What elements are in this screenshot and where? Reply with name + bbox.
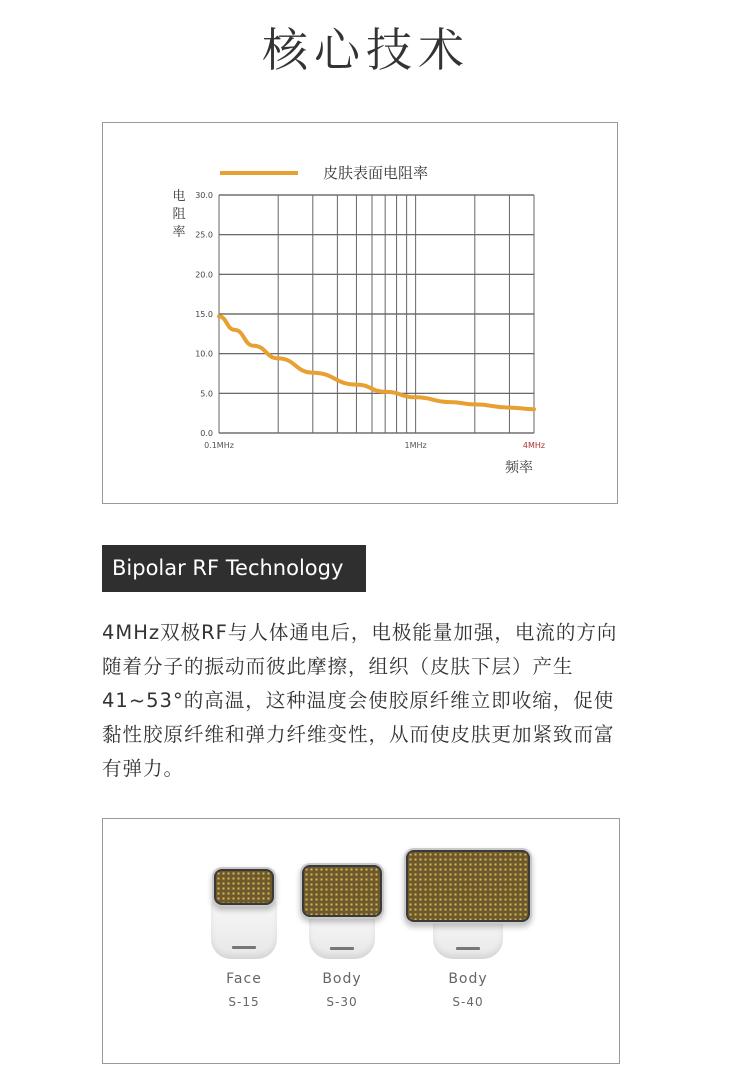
- product-name: Face: [226, 971, 262, 987]
- y-tick-label: 15.0: [195, 310, 213, 319]
- series-point: [474, 404, 476, 406]
- y-tick-label: 5.0: [200, 389, 213, 399]
- product-name: Body: [322, 971, 362, 987]
- x-axis-label: 频率: [505, 460, 533, 476]
- y-tick-label: 30.0: [195, 191, 213, 200]
- product-model: S-15: [228, 995, 260, 1009]
- series-point: [312, 372, 314, 374]
- x-tick-labels: [204, 441, 545, 450]
- series-point: [509, 407, 511, 409]
- electrode-head: [408, 852, 528, 920]
- legend-label: 皮肤表面电阻率: [323, 164, 429, 182]
- series-point: [356, 384, 358, 386]
- series-point: [277, 358, 279, 360]
- series-point: [449, 401, 451, 403]
- grip-logo: [456, 947, 480, 950]
- series-point: [384, 391, 386, 393]
- series-line: [219, 316, 534, 409]
- y-tick-label: 20.0: [195, 270, 213, 280]
- y-tick-label: 10.0: [195, 349, 213, 359]
- chart-grid: [219, 195, 534, 433]
- section-tag: Bipolar RF Technology: [102, 545, 366, 592]
- series-point: [234, 329, 236, 331]
- y-tick-label: 0.0: [200, 429, 213, 438]
- product-model: S-30: [326, 995, 358, 1009]
- x-tick-label: 4MHz: [522, 441, 546, 450]
- y-tick-labels: [195, 191, 213, 438]
- handpiece-grip: [433, 915, 503, 959]
- handpiece-grip: [309, 911, 375, 959]
- chart-canvas: [103, 123, 619, 505]
- product-name: Body: [448, 971, 488, 987]
- grip-logo: [232, 946, 256, 949]
- product-panel: [102, 818, 620, 1064]
- y-axis-label-1: 电: [172, 189, 186, 204]
- electrode-head: [216, 871, 272, 903]
- handpiece-grip: [211, 899, 277, 959]
- x-tick-label: 0.1MHz: [204, 441, 234, 450]
- x-tick-label: 1MHz: [404, 441, 427, 450]
- series-point: [253, 345, 255, 347]
- description-text: 4MHz双极RF与人体通电后，电极能量加强，电流的方向随着分子的振动而彼此摩擦，组织（皮肤下层）产生41~53°的高温，这种温度会使胶原纤维立即收缩，促使黏性胶原纤维和弹力纤维变性，从而使皮肤更加紧致而富有弹力。: [102, 621, 618, 780]
- y-axis-label-3: 率: [172, 225, 186, 240]
- electrode-head: [304, 867, 380, 915]
- y-tick-label: 25.0: [195, 230, 213, 240]
- series-point: [415, 397, 417, 399]
- chart-series-layer: [218, 316, 535, 410]
- series-point: [533, 408, 535, 410]
- series-point: [218, 316, 220, 318]
- resistivity-chart: [102, 122, 618, 504]
- y-axis-label-2: 阻: [172, 207, 186, 222]
- grip-logo: [330, 947, 354, 950]
- product-model: S-40: [452, 995, 484, 1009]
- page-title: 核心技术: [262, 23, 470, 77]
